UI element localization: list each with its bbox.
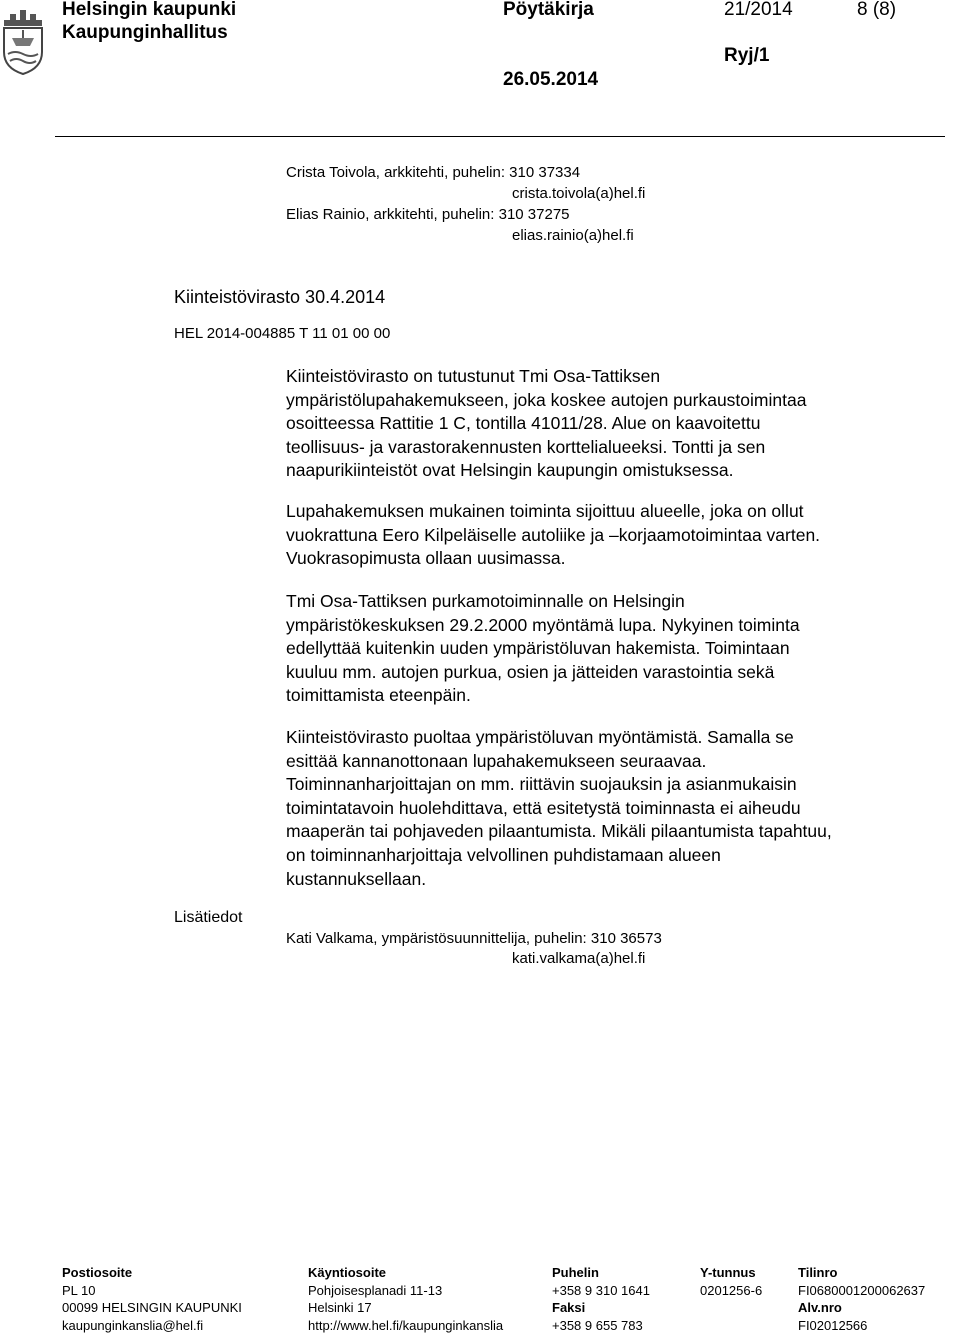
footer-fax-number: +358 9 655 783 <box>552 1317 650 1334</box>
footer-heading: Tilinro <box>798 1264 925 1282</box>
footer-line: 00099 HELSINGIN KAUPUNKI <box>62 1299 242 1317</box>
text-line: Kiinteistövirasto on tutustunut Tmi Osa-Tattiksen <box>286 365 926 389</box>
statement-title: Kiinteistövirasto 30.4.2014 <box>174 287 385 308</box>
footer-visiting-address <box>308 1264 503 1334</box>
document-number: 21/2014 <box>724 0 793 21</box>
page-number: 8 (8) <box>857 0 896 21</box>
contact-email: crista.toivola(a)hel.fi <box>512 185 645 202</box>
section-code: Ryj/1 <box>724 45 769 67</box>
text-line: Tmi Osa-Tattiksen purkamotoiminnalle on Helsingin <box>286 590 926 614</box>
additional-contact-email: kati.valkama(a)hel.fi <box>512 950 645 967</box>
statement-paragraph-3 <box>286 590 926 708</box>
text-line: Kiinteistövirasto puoltaa ympäristöluvan myöntämistä. Samalla se <box>286 726 926 750</box>
footer-heading: Postiosoite <box>62 1264 242 1282</box>
footer-line: PL 10 <box>62 1282 242 1300</box>
committee-name: Kaupunginhallitus <box>62 22 228 44</box>
text-line: naapurikiinteistöt ovat Helsingin kaupungin omistuksessa. <box>286 459 926 483</box>
contact-email: elias.rainio(a)hel.fi <box>512 227 634 244</box>
text-line: ympäristökeskuksen 29.2.2000 myöntämä lupa. Nykyinen toiminta <box>286 614 926 638</box>
city-name: Helsingin kaupunki <box>62 0 236 21</box>
text-line: osoitteessa Rattitie 1 C, tontilla 41011/28. Alue on kaavoitettu <box>286 412 926 436</box>
text-line: ympäristölupahakemukseen, joka koskee autojen purkaustoimintaa <box>286 389 926 413</box>
text-line: edellyttää kuitenkin uuden ympäristöluvan hakemista. Toimintaan <box>286 637 926 661</box>
contact-line: Elias Rainio, arkkitehti, puhelin: 310 37275 <box>286 206 570 223</box>
text-line: toimittamista eteenpäin. <box>286 684 926 708</box>
footer-business-id-value: 0201256-6 <box>700 1282 762 1300</box>
text-line: vuokrattuna Eero Kilpeläiselle autoliike ja –korjaamotoimintaa varten. <box>286 524 926 548</box>
meeting-date: 26.05.2014 <box>503 69 598 91</box>
footer-line: Pohjoisesplanadi 11-13 <box>308 1282 503 1300</box>
statement-paragraph-2 <box>286 500 926 571</box>
text-line: esittää kannanottonaan lupahakemukseen seuraavaa. <box>286 750 926 774</box>
footer-business-id <box>700 1264 762 1299</box>
additional-contact-line: Kati Valkama, ympäristösuunnittelija, puhelin: 310 36573 <box>286 930 662 947</box>
text-line: on toiminnanharjoittaja velvollinen puhdistamaan alueen <box>286 844 926 868</box>
text-line: kuuluu mm. autojen purkua, osien ja jätteiden varastointia sekä <box>286 661 926 685</box>
document-type: Pöytäkirja <box>503 0 594 21</box>
helsinki-coat-of-arms-logo <box>0 0 46 76</box>
text-line: kustannuksellaan. <box>286 868 926 892</box>
text-line: teollisuus- ja varastorakennusten korttelialueeksi. Tontti ja sen <box>286 436 926 460</box>
text-line: Lupahakemuksen mukainen toiminta sijoittuu alueelle, joka on ollut <box>286 500 926 524</box>
header-divider <box>55 136 945 137</box>
statement-paragraph-1 <box>286 365 926 483</box>
additional-info-label: Lisätiedot <box>174 909 243 927</box>
footer-vat-number: FI02012566 <box>798 1317 925 1334</box>
footer-account-number: FI0680001200062637 <box>798 1282 925 1300</box>
contact-line: Crista Toivola, arkkitehti, puhelin: 310 37334 <box>286 164 580 181</box>
footer-heading: Puhelin <box>552 1264 650 1282</box>
footer-phone-number: +358 9 310 1641 <box>552 1282 650 1300</box>
footer-line: Helsinki 17 <box>308 1299 503 1317</box>
footer-phone <box>552 1264 650 1334</box>
text-line: toimintatavoin huolehdittava, että esitetystä toiminnasta ei aiheudu <box>286 797 926 821</box>
text-line: Vuokrasopimusta ollaan uusimassa. <box>286 547 926 571</box>
reference-number: HEL 2014-004885 T 11 01 00 00 <box>174 325 390 342</box>
text-line: Toiminnanharjoittajan on mm. riittävin suojauksin ja asianmukaisin <box>286 773 926 797</box>
footer-email: kaupunginkanslia@hel.fi <box>62 1317 242 1334</box>
statement-paragraph-4 <box>286 726 926 891</box>
footer-heading: Alv.nro <box>798 1299 925 1317</box>
footer-heading: Y-tunnus <box>700 1264 762 1282</box>
text-line: maaperän tai pohjaveden pilaantumista. Mikäli pilaantumista tapahtuu, <box>286 820 926 844</box>
footer-heading: Faksi <box>552 1299 650 1317</box>
footer-url: http://www.hel.fi/kaupunginkanslia <box>308 1317 503 1334</box>
footer-postal-address <box>62 1264 242 1334</box>
footer-heading: Käyntiosoite <box>308 1264 503 1282</box>
footer-account <box>798 1264 925 1334</box>
